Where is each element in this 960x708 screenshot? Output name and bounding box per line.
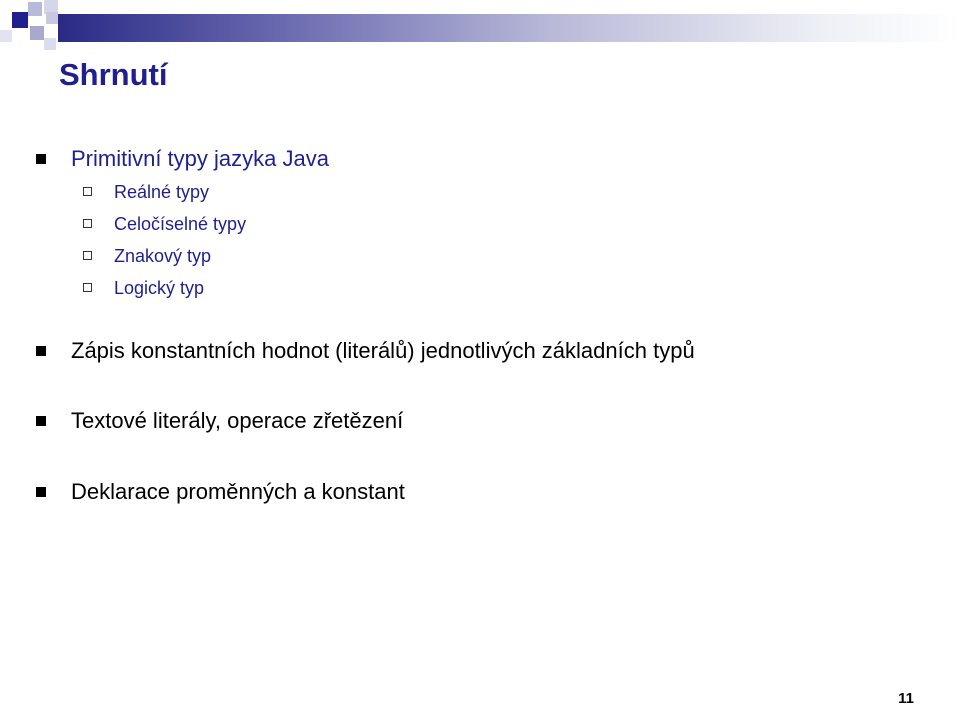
sub-bullet-text: Celočíselné typy (114, 214, 247, 234)
page-number: 11 (898, 690, 914, 707)
square-bullet-icon (36, 346, 46, 356)
sub-bullet-text: Znakový typ (114, 246, 212, 266)
sub-bullet-text: Reálné typy (114, 182, 210, 202)
hollow-square-bullet-icon (83, 187, 92, 196)
square-bullet-icon (36, 154, 46, 164)
square-bullet-icon (36, 487, 46, 497)
square-bullet-icon (36, 416, 46, 426)
bullet-text: Deklarace proměnných a konstant (71, 479, 405, 504)
hollow-square-bullet-icon (83, 219, 92, 228)
slide-title: Shrnutí (59, 57, 168, 92)
sub-bullet-text: Logický typ (114, 278, 205, 298)
hollow-square-bullet-icon (83, 251, 92, 260)
bullet-text: Primitivní typy jazyka Java (71, 146, 329, 171)
bullet-text: Textové literály, operace zřetězení (71, 408, 404, 433)
hollow-square-bullet-icon (83, 283, 92, 292)
bullet-text: Zápis konstantních hodnot (literálů) jednotlivých základních typů (71, 338, 695, 363)
